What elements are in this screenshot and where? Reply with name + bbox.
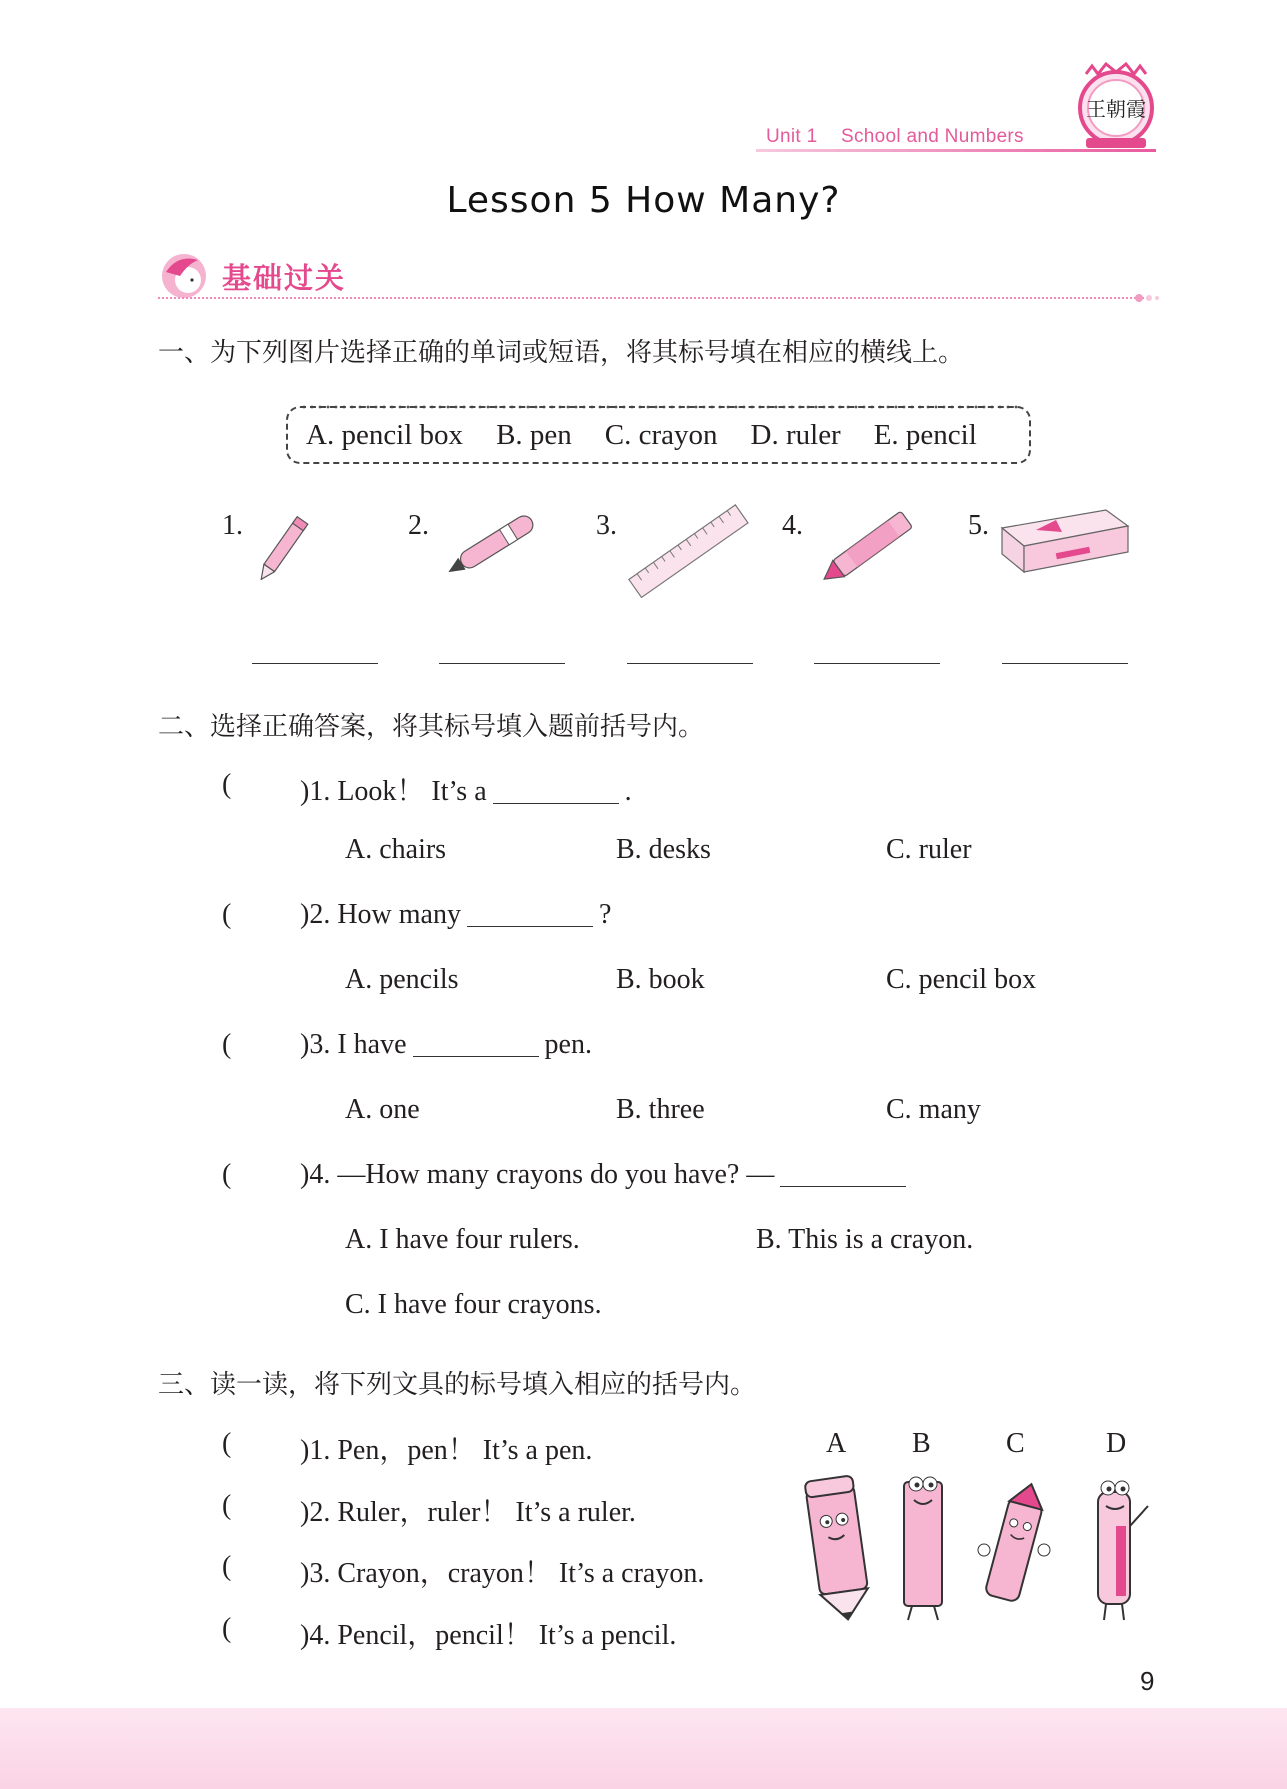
option: C. many (886, 1094, 981, 1125)
pen-character-icon (1078, 1466, 1154, 1626)
answer-line[interactable] (439, 662, 565, 664)
word-option: D. ruler (750, 418, 841, 451)
answer-paren[interactable]: ( (222, 1490, 232, 1521)
crayon-icon (808, 506, 926, 590)
reading-line: )4. Pencil，pencil！ It’s a pencil. (300, 1620, 677, 1651)
unit-header (766, 126, 1042, 148)
answer-line[interactable] (1002, 662, 1128, 664)
word-bank-box (286, 406, 1031, 464)
option: C. I have four crayons. (345, 1289, 602, 1320)
page-number: 9 (1140, 1666, 1155, 1696)
question-1 (300, 769, 632, 809)
answer-blank[interactable] (467, 905, 593, 927)
answer-paren[interactable]: ( (222, 769, 232, 800)
part1-heading: 一、为下列图片选择正确的单词或短语，将其标号填在相应的横线上。 (158, 338, 965, 368)
pen-icon (436, 506, 554, 580)
part3-heading: 三、读一读，将下列文具的标号填入相应的括号内。 (158, 1370, 757, 1400)
answer-line[interactable] (814, 662, 940, 664)
question-suffix: ? (598, 899, 612, 930)
character-letter: B (912, 1428, 931, 1459)
option: B. three (616, 1094, 705, 1125)
question-3 (300, 1029, 592, 1061)
answer-paren[interactable]: ( (222, 1428, 232, 1459)
question-4 (300, 1159, 912, 1191)
pencil-box-icon (996, 506, 1132, 576)
answer-blank[interactable] (413, 1035, 539, 1057)
option: A. chairs (345, 834, 447, 865)
girl-avatar-icon (158, 250, 218, 300)
answer-line[interactable] (252, 662, 378, 664)
banner-dotted-line (158, 297, 1148, 299)
ruler-icon (624, 504, 754, 600)
option: B. desks (616, 834, 711, 865)
brand-badge (1076, 62, 1156, 152)
answer-paren[interactable]: ( (222, 899, 232, 930)
reading-line: )1. Pen，pen！ It’s a pen. (300, 1435, 593, 1466)
word-option: E. pencil (873, 418, 977, 451)
footer-band (0, 1708, 1287, 1789)
word-option: A. pencil box (306, 418, 464, 451)
word-option: B. pen (496, 418, 572, 451)
section-banner-label: 基础过关 (222, 261, 347, 295)
option: A. I have four rulers. (345, 1224, 580, 1255)
item-number: 2. (408, 510, 429, 541)
word-option: C. crayon (604, 418, 718, 451)
pencil-icon (248, 504, 328, 580)
question-2 (300, 899, 611, 931)
unit-label: Unit 1 (766, 126, 818, 147)
ruler-character-icon (892, 1470, 954, 1626)
option: A. one (345, 1094, 420, 1125)
item-number: 5. (968, 510, 989, 541)
section-banner (158, 250, 1158, 300)
answer-line[interactable] (627, 662, 753, 664)
option: B. book (616, 964, 705, 995)
character-letter: C (1006, 1428, 1025, 1459)
item-number: 3. (596, 510, 617, 541)
character-letter: D (1106, 1428, 1127, 1459)
part2-heading: 二、选择正确答案，将其标号填入题前括号内。 (158, 712, 705, 742)
unit-title: School and Numbers (841, 126, 1024, 147)
lesson-title: Lesson 5 How Many? (446, 180, 841, 221)
answer-paren[interactable]: ( (222, 1551, 232, 1582)
answer-paren[interactable]: ( (222, 1613, 232, 1644)
question-text: )1. Look！ It’s a (300, 776, 487, 807)
question-text: )4. —How many crayons do you have? — (300, 1159, 775, 1190)
answer-blank[interactable] (493, 782, 619, 804)
question-suffix: pen. (544, 1029, 592, 1060)
reading-line: )3. Crayon，crayon！ It’s a crayon. (300, 1558, 705, 1589)
answer-paren[interactable]: ( (222, 1029, 232, 1060)
option: C. pencil box (886, 964, 1037, 995)
answer-paren[interactable]: ( (222, 1159, 232, 1190)
decorative-dots-icon (1133, 288, 1163, 308)
badge-logo-text: 王朝霞 (1086, 97, 1146, 121)
character-letter: A (826, 1428, 847, 1459)
question-text: )2. How many (300, 899, 461, 930)
option: A. pencils (345, 964, 459, 995)
item-number: 1. (222, 510, 243, 541)
crayon-character-icon (974, 1480, 1054, 1626)
option: B. This is a crayon. (756, 1224, 974, 1255)
answer-blank[interactable] (780, 1165, 906, 1187)
item-number: 4. (782, 510, 803, 541)
question-suffix: . (624, 776, 632, 807)
reading-line: )2. Ruler，ruler！ It’s a ruler. (300, 1497, 636, 1528)
option: C. ruler (886, 834, 972, 865)
question-text: )3. I have (300, 1029, 407, 1060)
pencil-character-icon (796, 1470, 880, 1626)
